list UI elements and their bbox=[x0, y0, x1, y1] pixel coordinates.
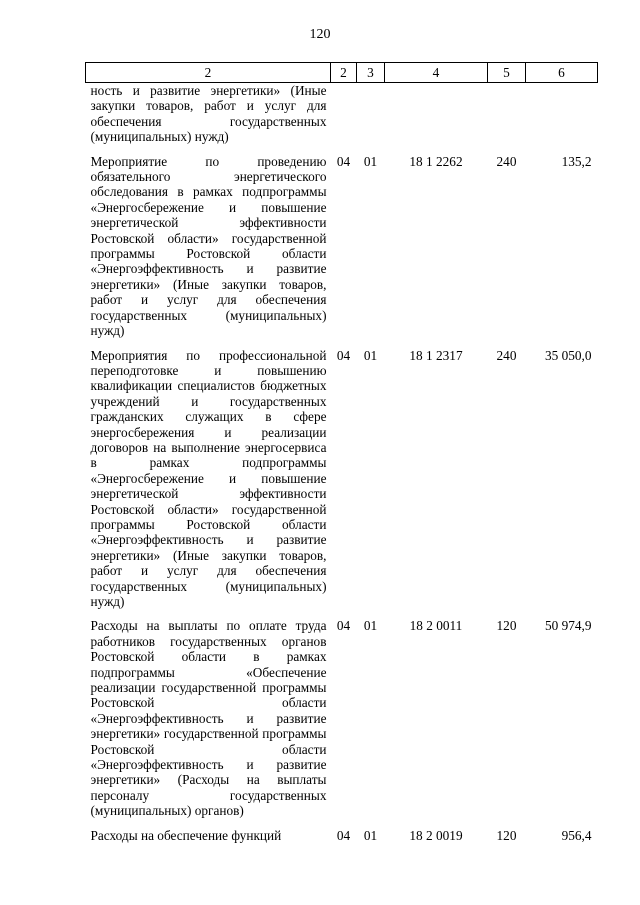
table-row bbox=[86, 828, 598, 852]
header-cell-amount: 6 bbox=[526, 63, 598, 83]
table-header bbox=[86, 63, 598, 83]
row-amount: 956,4 bbox=[561, 827, 592, 843]
table-row bbox=[86, 83, 598, 154]
row-target-article: 18 1 2262 bbox=[409, 153, 463, 169]
row-subsection: 01 bbox=[363, 153, 378, 169]
row-target-article bbox=[385, 83, 488, 154]
row-description: Расходы на обеспечение функций bbox=[90, 827, 282, 843]
table-row bbox=[86, 618, 598, 827]
row-amount: 50 974,9 bbox=[544, 618, 592, 634]
row-amount: 135,2 bbox=[561, 153, 592, 169]
budget-table bbox=[85, 62, 598, 852]
row-expense-type: 120 bbox=[496, 618, 517, 634]
row-section: 04 bbox=[336, 827, 351, 843]
row-section: 04 bbox=[336, 347, 351, 363]
row-subsection: 01 bbox=[363, 618, 378, 634]
row-description: ность и развитие энергетики» (Иные закупки товаров, работ и услуг для обеспечения государственных (муниципальных) нужд) bbox=[90, 83, 327, 145]
row-subsection: 01 bbox=[363, 347, 378, 363]
row-expense-type: 240 bbox=[496, 153, 517, 169]
table-body bbox=[86, 83, 598, 853]
row-expense-type: 120 bbox=[496, 827, 517, 843]
row-description: Мероприятия по профессиональной переподготовке и повышению квалификации специалистов бюджетных учреждений и государственных гражданских служащих в сфере энергосбережения и реализации договоров на выполнение энергосервиса в рамках подпрограммы «Энергосбережение и повышение энергетической эффективности Ростовской области» государственной программы Ростовской области «Энергоэффективность и развитие энергетики» (Иные закупки товаров, работ и услуг для обеспечения государственных (муниципальных) нужд) bbox=[90, 347, 327, 609]
page-number: 120 bbox=[309, 27, 331, 42]
row-target-article: 18 2 0019 bbox=[409, 827, 463, 843]
row-amount bbox=[526, 83, 598, 154]
row-subsection bbox=[357, 83, 385, 154]
header-cell-description: 2 bbox=[86, 63, 331, 83]
row-section bbox=[331, 83, 357, 154]
row-subsection: 01 bbox=[363, 827, 378, 843]
row-target-article: 18 2 0011 bbox=[409, 618, 463, 634]
header-cell-target-article: 4 bbox=[385, 63, 488, 83]
table-row bbox=[86, 154, 598, 348]
row-amount: 35 050,0 bbox=[544, 347, 592, 363]
row-expense-type bbox=[488, 83, 526, 154]
row-expense-type: 240 bbox=[496, 347, 517, 363]
table-row bbox=[86, 348, 598, 619]
header-cell-section: 2 bbox=[331, 63, 357, 83]
row-description: Мероприятие по проведению обязательного энергетического обследования в рамках подпрограммы «Энергосбережение и повышение энергетической эффективности Ростовской области» государственной программы Ростовской области «Энергоэффективность и развитие энергетики» (Иные закупки товаров, работ и услуг для обеспечения государственных (муниципальных) нужд) bbox=[90, 153, 327, 339]
header-row bbox=[86, 63, 598, 83]
header-cell-subsection: 3 bbox=[357, 63, 385, 83]
row-section: 04 bbox=[336, 618, 351, 634]
header-cell-expense-type: 5 bbox=[488, 63, 526, 83]
row-target-article: 18 1 2317 bbox=[409, 347, 463, 363]
row-description: Расходы на выплаты по оплате труда работников государственных органов Ростовской области в рамках подпрограммы «Обеспечение реализации государственной программы Ростовской области «Энергоэффективность и развитие энергетики» государственной программы Ростовской области «Энергоэффективность и развитие энергетики» (Расходы на выплаты персоналу государственных (муниципальных) органов) bbox=[90, 618, 327, 819]
row-section: 04 bbox=[336, 153, 351, 169]
